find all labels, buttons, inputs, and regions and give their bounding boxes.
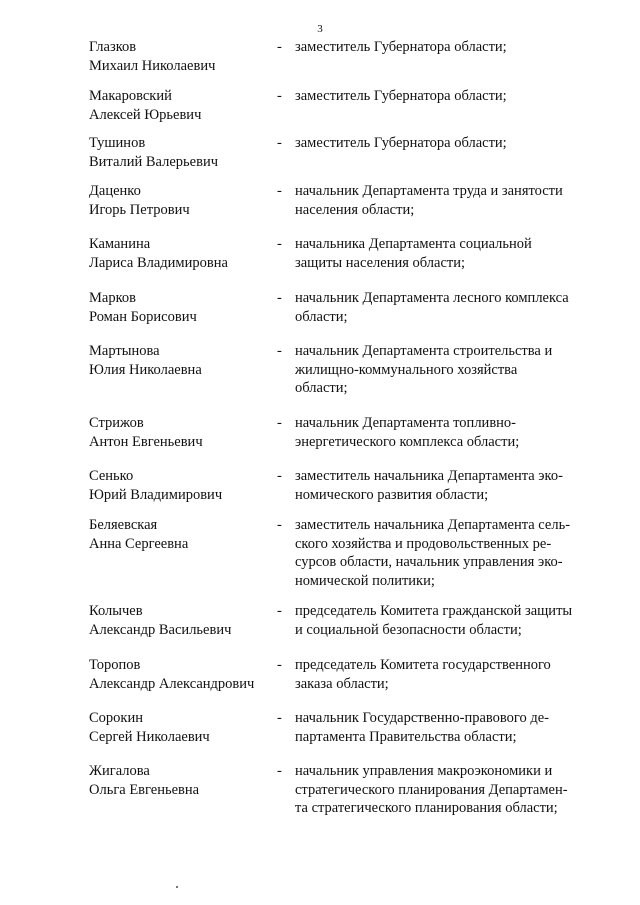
given-names: Сергей Николаевич [89, 728, 210, 745]
position-title [295, 182, 595, 219]
position-line: заместитель Губернатора области; [295, 39, 507, 55]
person-name [89, 516, 279, 553]
position-line: та стратегического планирования области; [295, 800, 558, 816]
dash: - [277, 657, 282, 673]
position-line: заместитель Губернатора области; [295, 135, 507, 151]
position-line: и социальной безопасности области; [295, 621, 522, 638]
position-line: ского хозяйства и продовольственных ре- [295, 535, 552, 552]
position-line: области; [295, 380, 348, 396]
person-name [89, 134, 279, 171]
dash: - [277, 88, 282, 104]
page-number: 3 [317, 23, 323, 35]
surname: Даценко [89, 183, 141, 199]
given-names: Александр Александрович [89, 675, 255, 692]
position-line: председатель Комитета гражданской защиты [295, 603, 573, 619]
person-name [89, 182, 279, 219]
position-title [295, 709, 595, 746]
dash: - [277, 39, 282, 55]
position-line: защиты населения области; [295, 254, 466, 271]
position-title [295, 467, 595, 504]
given-names: Ольга Евгеньевна [89, 781, 200, 798]
person-name [89, 656, 279, 693]
person-name [89, 38, 279, 75]
person-name [89, 87, 279, 124]
position-title [295, 342, 595, 398]
position-line: заместитель начальника Департамента эко- [295, 468, 563, 484]
surname: Глазков [89, 39, 137, 55]
given-names: Анна Сергеевна [89, 535, 189, 552]
given-names: Лариса Владимировна [89, 254, 228, 271]
position-line: председатель Комитета государственного [295, 657, 551, 673]
position-line: стратегического планирования Департамен- [295, 781, 568, 798]
person-name [89, 235, 279, 272]
surname: Марков [89, 290, 136, 306]
position-line: энергетического комплекса области; [295, 433, 520, 450]
given-names: Антон Евгеньевич [89, 433, 203, 450]
position-line: начальник Департамента лесного комплекса [295, 290, 569, 306]
position-title [295, 289, 595, 326]
given-names: Игорь Петрович [89, 201, 190, 218]
surname: Тушинов [89, 135, 146, 151]
dash: - [277, 183, 282, 199]
dash: - [277, 135, 282, 151]
given-names: Александр Васильевич [89, 621, 232, 638]
surname: Сенько [89, 468, 134, 484]
surname: Мартынова [89, 343, 160, 359]
position-line: начальник Департамента труда и занятости [295, 183, 563, 199]
dash: - [277, 415, 282, 431]
scan-dot [176, 886, 178, 888]
dash: - [277, 603, 282, 619]
given-names: Юлия Николаевна [89, 361, 202, 378]
position-line: заместитель Губернатора области; [295, 88, 507, 104]
position-line: начальник Департамента строительства и [295, 343, 553, 359]
surname: Макаровский [89, 88, 172, 104]
position-line: номической политики; [295, 572, 435, 589]
position-line: начальник Государственно-правового де- [295, 710, 549, 726]
person-name [89, 762, 279, 799]
person-name [89, 467, 279, 504]
position-title [295, 414, 595, 451]
surname: Жигалова [89, 763, 150, 779]
position-line: жилищно-коммунального хозяйства [295, 361, 518, 378]
position-title [295, 656, 595, 693]
dash: - [277, 710, 282, 726]
position-line: заместитель начальника Департамента сель- [295, 517, 571, 533]
position-line: номического развития области; [295, 486, 489, 503]
dash: - [277, 468, 282, 484]
given-names: Юрий Владимирович [89, 486, 223, 503]
surname: Торопов [89, 657, 141, 673]
person-name [89, 342, 279, 379]
position-line: области; [295, 308, 348, 325]
position-title [295, 38, 595, 57]
position-line: начальника Департамента социальной [295, 236, 532, 252]
position-line: партамента Правительства области; [295, 728, 517, 745]
dash: - [277, 290, 282, 306]
position-title [295, 762, 595, 818]
person-name [89, 289, 279, 326]
position-title [295, 134, 595, 153]
person-name [89, 414, 279, 451]
position-line: начальник Департамента топливно- [295, 415, 516, 431]
position-title [295, 235, 595, 272]
position-title [295, 87, 595, 106]
person-name [89, 709, 279, 746]
position-line: населения области; [295, 201, 415, 218]
given-names: Роман Борисович [89, 308, 197, 325]
surname: Колычев [89, 603, 143, 619]
surname: Сорокин [89, 710, 143, 726]
given-names: Михаил Николаевич [89, 57, 216, 74]
surname: Стрижов [89, 415, 144, 431]
position-line: сурсов области, начальник управления эко- [295, 554, 563, 570]
person-name [89, 602, 279, 639]
position-title [295, 516, 595, 590]
given-names: Виталий Валерьевич [89, 153, 218, 170]
surname: Беляевская [89, 517, 158, 533]
given-names: Алексей Юрьевич [89, 106, 202, 123]
dash: - [277, 236, 282, 252]
position-line: начальник управления макроэкономики и [295, 763, 553, 779]
dash: - [277, 343, 282, 359]
position-title [295, 602, 595, 639]
position-line: заказа области; [295, 675, 389, 692]
dash: - [277, 763, 282, 779]
surname: Каманина [89, 236, 151, 252]
dash: - [277, 517, 282, 533]
